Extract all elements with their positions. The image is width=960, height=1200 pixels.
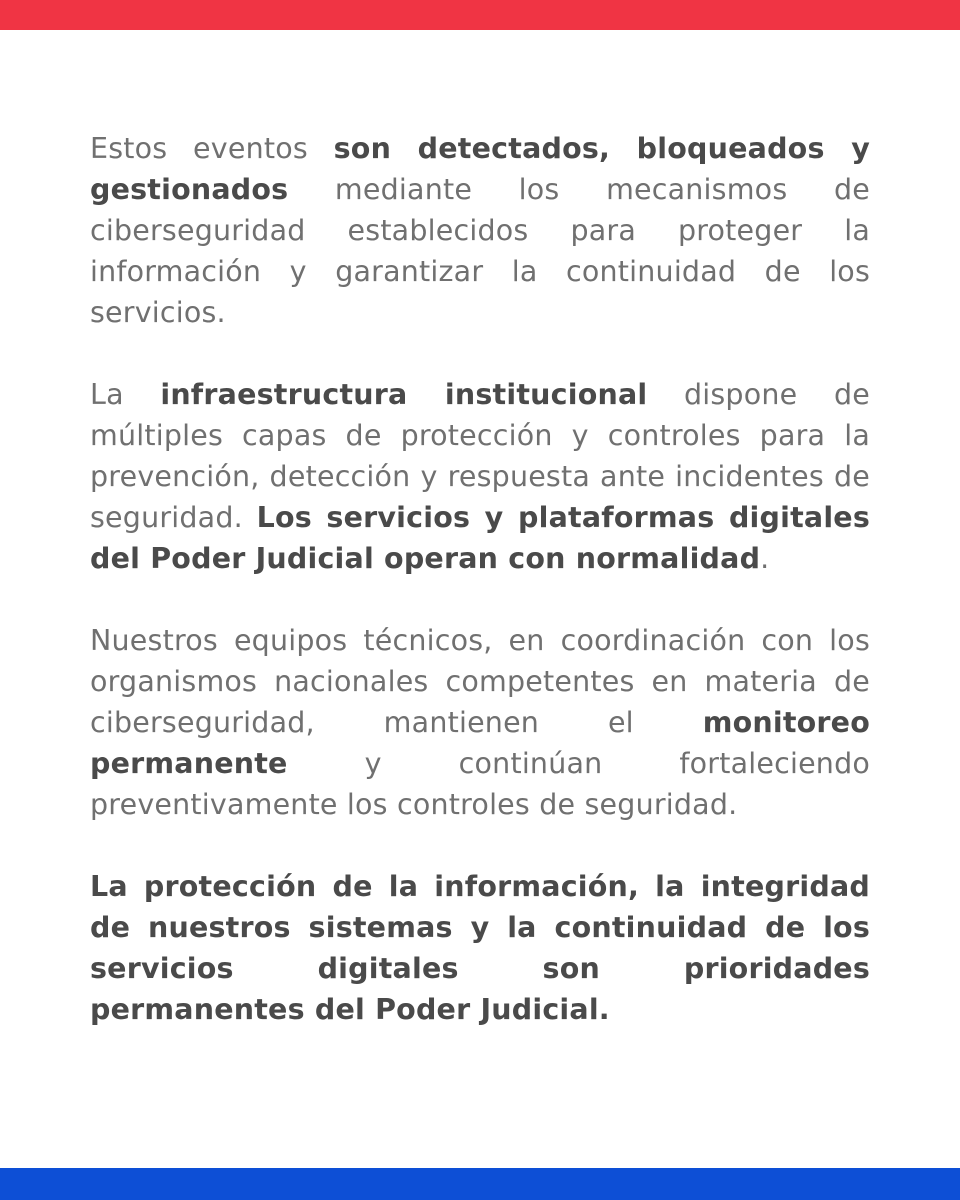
paragraph-infrastructure-bold-1: infraestructura institucional <box>160 378 648 411</box>
paragraph-events-text-1: Estos eventos <box>90 132 334 165</box>
paragraph-infrastructure-bold-2: Los servicios y plataformas digitales del Poder Judicial operan con normalidad <box>90 501 871 575</box>
paragraph-teams-bold-1: monitoreo permanente <box>90 706 870 780</box>
paragraph-priorities <box>90 866 870 1030</box>
statement-body <box>90 128 870 1071</box>
paragraph-priorities-text: La protección de la información, la integridad de nuestros sistemas y la continuidad de los servicios digitales son prioridades permanentes del Poder Judicial. <box>90 870 870 1026</box>
paragraph-infrastructure-text-3: . <box>760 542 770 575</box>
paragraph-infrastructure <box>90 374 870 579</box>
top-red-bar <box>0 0 960 30</box>
bottom-blue-bar <box>0 1168 960 1200</box>
paragraph-events-text-2: mediante los mecanismos de ciberseguridad establecidos para proteger la información y garantizar la continuidad de los servicios. <box>90 173 870 329</box>
paragraph-events-bold-1: son detectados, bloqueados y gestionados <box>90 132 870 206</box>
paragraph-infrastructure-text-1: La <box>90 378 161 411</box>
paragraph-events <box>90 128 870 333</box>
paragraph-teams-text-1: Nuestros equipos técnicos, en coordinación con los organismos nacionales competentes en materia de ciberseguridad, mantienen el <box>90 624 870 739</box>
paragraph-teams <box>90 620 870 825</box>
paragraph-infrastructure-text-2: dispone de múltiples capas de protección y controles para la prevención, detección y respuesta ante incidentes de seguridad. <box>90 378 870 534</box>
paragraph-teams-text-2: y continúan fortaleciendo preventivamente los controles de seguridad. <box>90 747 870 821</box>
